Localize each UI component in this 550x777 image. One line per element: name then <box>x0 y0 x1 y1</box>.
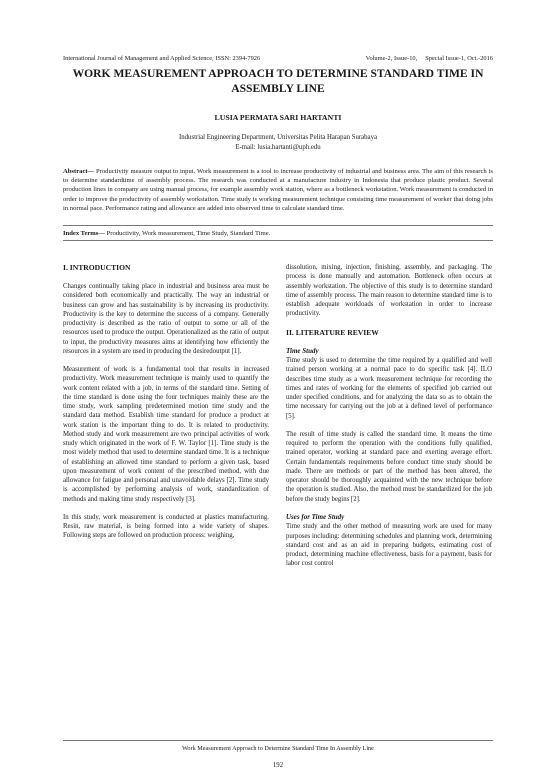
journal-volume: Volume-2, Issue-10, <box>365 55 418 62</box>
lit-paragraph-1: Time study is used to determine the time required by a qualified and well trained person working at a normal pace to do specific task [4]. ILO describes time study as a work measurement technique for recording the times and rates of working for the elements of specified job carried out under specified conditions, and for analyzing the data so as to obtain the time necessary for carrying out the job at a defined level of performance [5]. <box>286 357 492 420</box>
divider-top <box>63 225 493 226</box>
subheading-time-study: Time Study <box>286 346 319 355</box>
author-name: LUSIA PERMATA SARI HARTANTI <box>214 113 342 122</box>
right-column <box>286 263 492 578</box>
journal-header <box>63 55 493 62</box>
author-email: E-mail: lusia.hartanti@uph.edu <box>235 143 321 151</box>
journal-name: International Journal of Management and Applied Science, ISSN: 2394-7926 <box>63 55 261 62</box>
intro-paragraph-3: In this study, work measurement is conducted at plastics manufacturing. Resin, raw material, is being formed into a wide variety of shapes. Following steps are followed on production process: weighing, <box>63 513 269 540</box>
section-heading-literature-review: II. LITERATURE REVIEW <box>286 327 379 337</box>
intro-paragraph-2: Measurement of work is a fundamental tool that results in increased productivity. Work measurement technique is mainly used to quantify the work content related with a job, in terms of the standard time. Setting of the time standard is done using the four techniques mainly these are the time study, work sampling predetermined motion time study and the standard data method. Establish time standard for produce a product at work station is the important thing to do. It is related to productivity. Method study and work measurement are two principal activities of work study which originated in the work of F. W. Taylor [1]. Time study is the most widely method that used to determine standard time. It is a technique of establishing an allowed time standard to perform a given task, based upon measurement of work content of the prescribed method, with due allowance for fatigue and personal and unavoidable delays [2]. Time study is accomplished by performing analysis of work, standardization of methods and making time study respectively [3]. <box>63 366 269 503</box>
abstract <box>63 167 493 213</box>
abstract-label: Abstract— <box>63 168 95 175</box>
divider-bottom <box>63 240 493 241</box>
lit-paragraph-2: The result of time study is called the standard time. It means the time required to perform the operation with the conditions fully qualified, trained operator, working at standard pace and exerting average effort. Certain fundamentals requirements before conduct time study should be made. There are methods or part of the method has been altered, the operator should be thoroughly acquainted with the new technique before the operation is studied. Also, the method must be standardized for the job before the study begins [2]. <box>286 430 492 503</box>
affiliation-block <box>63 133 493 152</box>
abstract-text: Productivity measure output to input. Work measurement is a tool to increase productivity of industrial and business area. The aim of this research is to determine standardtime of assembly process. The research was conducted at a manufacture industry in Indonesia that produce plastic product. Several production lines in company are using manual process, for example assembly work station, where as a bottleneck workstation. Work measurement is conducted in order to improve the productivity of assembly workstation. Time study is working measurement technique consisting time measurement of worker that doing jobs in normal pace. Performance rating and allowance are added into observed time to calculate standard time. <box>63 168 493 212</box>
left-column <box>63 263 269 550</box>
index-terms-label: Index Terms— <box>63 230 105 237</box>
lit-paragraph-3: Time study and the other method of measuring work are used for many purposes including: determining schedules and planning work, determining standard cost and as an aid in preparing budgets, estimating cost of product, determining machine effectiveness, basis for a payment, basis for labor cost control <box>286 523 492 568</box>
paper-title: WORK MEASUREMENT APPROACH TO DETERMINE STANDARD TIME IN ASSEMBLY LINE <box>72 67 484 95</box>
subheading-uses-for-time-study: Uses for Time Study <box>286 512 345 521</box>
footer-rule <box>63 740 493 741</box>
section-heading-introduction: I. INTRODUCTION <box>63 263 131 272</box>
intro-paragraph-1: Changes continually taking place in industrial and business area must be considered both economically and practically. The way an industrial or business can grow and has sustainability is by increasing its productivity. Productivity is the key to determine the success of a company. Generally productivity is described as the ratio of output to some or all of the resources used to produce the output. Operationalized as the ratio of output to input, the productivity measures aims at identifying how efficiently the resources in a system are used in producing the desiredoutput [1]. <box>63 283 269 355</box>
journal-special-issue: Special Issue-1, Oct.-2016 <box>425 55 493 62</box>
affiliation: Industrial Engineering Department, Universitas Pelita Harapan Surabaya <box>179 134 377 141</box>
index-terms-text: Productivity, Work measurement, Time Study, Standard Time. <box>104 230 271 237</box>
index-terms <box>63 229 493 238</box>
page-number: 192 <box>272 762 284 769</box>
intro-paragraph-4: dissolution, mixing, injection, finishing, assembly, and packaging. The process is done manually and automation. Bottleneck often occurs at assembly workstation. The objective of this study is to determine standard time of assembly process. The main reason to determine standard time is to establish adequate workloads of workstation in order to increase productivity. <box>286 264 492 318</box>
running-footer: Work Measurement Approach to Determine Standard Time In Assembly Line <box>182 745 374 752</box>
